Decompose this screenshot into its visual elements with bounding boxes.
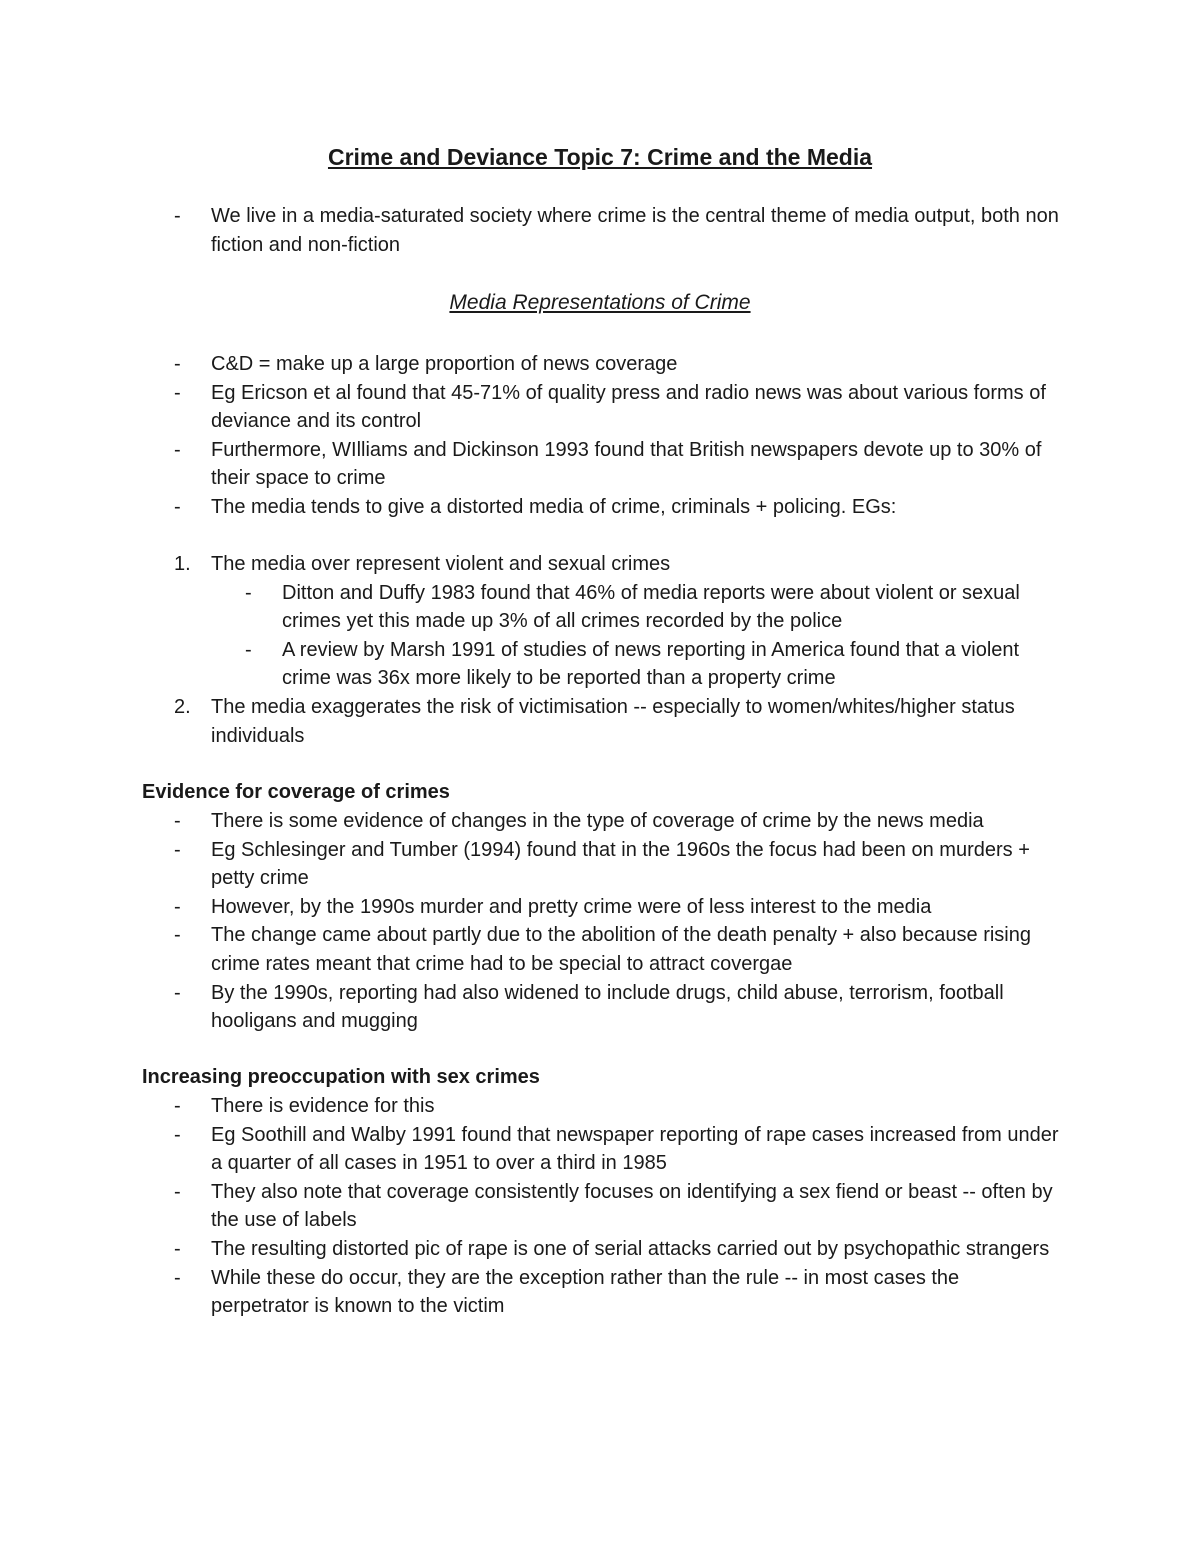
section1-bullets (0, 350, 1200, 522)
dash-bullet: - (174, 981, 181, 1004)
list-item: - C&D = make up a large proportion of news coverage (0, 350, 1200, 379)
list-item: - By the 1990s, reporting had also widened to include drugs, child abuse, terrorism, football hooligans and mugging (0, 979, 1200, 1036)
list-item: - However, by the 1990s murder and pretty crime were of less interest to the media (0, 893, 1200, 922)
item-number: 1. (174, 553, 191, 575)
list-item: - The media tends to give a distorted media of crime, criminals + policing. EGs: (0, 493, 1200, 522)
section3-bullets (0, 1092, 1200, 1321)
numbered-item: 1. The media over represent violent and sexual crimes (0, 550, 1200, 579)
sub-list-item: - A review by Marsh 1991 of studies of news reporting in America found that a violent crime was 36x more likely to be reported than a property crime (0, 636, 1200, 693)
dash-bullet: - (174, 895, 181, 918)
list-item: - While these do occur, they are the exception rather than the rule -- in most cases the perpetrator is known to the victim (0, 1264, 1200, 1321)
list-item: - The resulting distorted pic of rape is one of serial attacks carried out by psychopathic strangers (0, 1235, 1200, 1264)
dash-bullet: - (174, 1237, 181, 1260)
section-heading-evidence-coverage: Evidence for coverage of crimes (142, 781, 450, 803)
dash-bullet: - (174, 1095, 181, 1117)
dash-bullet: - (174, 205, 181, 227)
dash-bullet: - (245, 638, 252, 661)
list-item: - Eg Ericson et al found that 45-71% of quality press and radio news was about various forms of deviance and its control (0, 379, 1200, 436)
dash-bullet: - (245, 581, 252, 604)
dash-bullet: - (174, 1266, 181, 1289)
item-number: 2. (174, 695, 191, 718)
numbered-item: 2. The media exaggerates the risk of victimisation -- especially to women/whites/higher status individuals (0, 693, 1200, 750)
dash-bullet: - (174, 495, 181, 518)
list-item: - Eg Schlesinger and Tumber (1994) found that in the 1960s the focus had been on murders + petty crime (0, 836, 1200, 893)
section2-bullets (0, 807, 1200, 1036)
dash-bullet: - (174, 1180, 181, 1203)
dash-bullet: - (174, 438, 181, 461)
list-item: - The change came about partly due to the abolition of the death penalty + also because rising crime rates meant that crime had to be special to attract covergae (0, 921, 1200, 978)
dash-bullet: - (174, 838, 181, 861)
list-item: - We live in a media-saturated society where crime is the central theme of media output, both non fiction and non-fiction (0, 202, 1200, 259)
section-heading-sex-crimes: Increasing preoccupation with sex crimes (142, 1066, 540, 1088)
list-item: - There is some evidence of changes in the type of coverage of crime by the news media (0, 807, 1200, 836)
list-item: - They also note that coverage consistently focuses on identifying a sex fiend or beast -- often by the use of labels (0, 1178, 1200, 1235)
intro-list (0, 202, 1200, 259)
list-item: - Eg Soothill and Walby 1991 found that newspaper reporting of rape cases increased from under a quarter of all cases in 1951 to over a third in 1985 (0, 1121, 1200, 1178)
page-title: Crime and Deviance Topic 7: Crime and the Media (327, 144, 873, 170)
dash-bullet: - (174, 810, 181, 832)
list-item: - Furthermore, WIlliams and Dickinson 1993 found that British newspapers devote up to 30% of their space to crime (0, 436, 1200, 493)
dash-bullet: - (174, 1123, 181, 1146)
section1-numbered-list (0, 550, 1200, 750)
sub-list-item: - Ditton and Duffy 1983 found that 46% of media reports were about violent or sexual crimes yet this made up 3% of all crimes recorded by the police (0, 579, 1200, 636)
section-heading-media-representations: Media Representations of Crime (449, 291, 751, 314)
dash-bullet: - (174, 924, 181, 947)
dash-bullet: - (174, 381, 181, 404)
list-item: - There is evidence for this (0, 1092, 1200, 1121)
dash-bullet: - (174, 353, 181, 375)
